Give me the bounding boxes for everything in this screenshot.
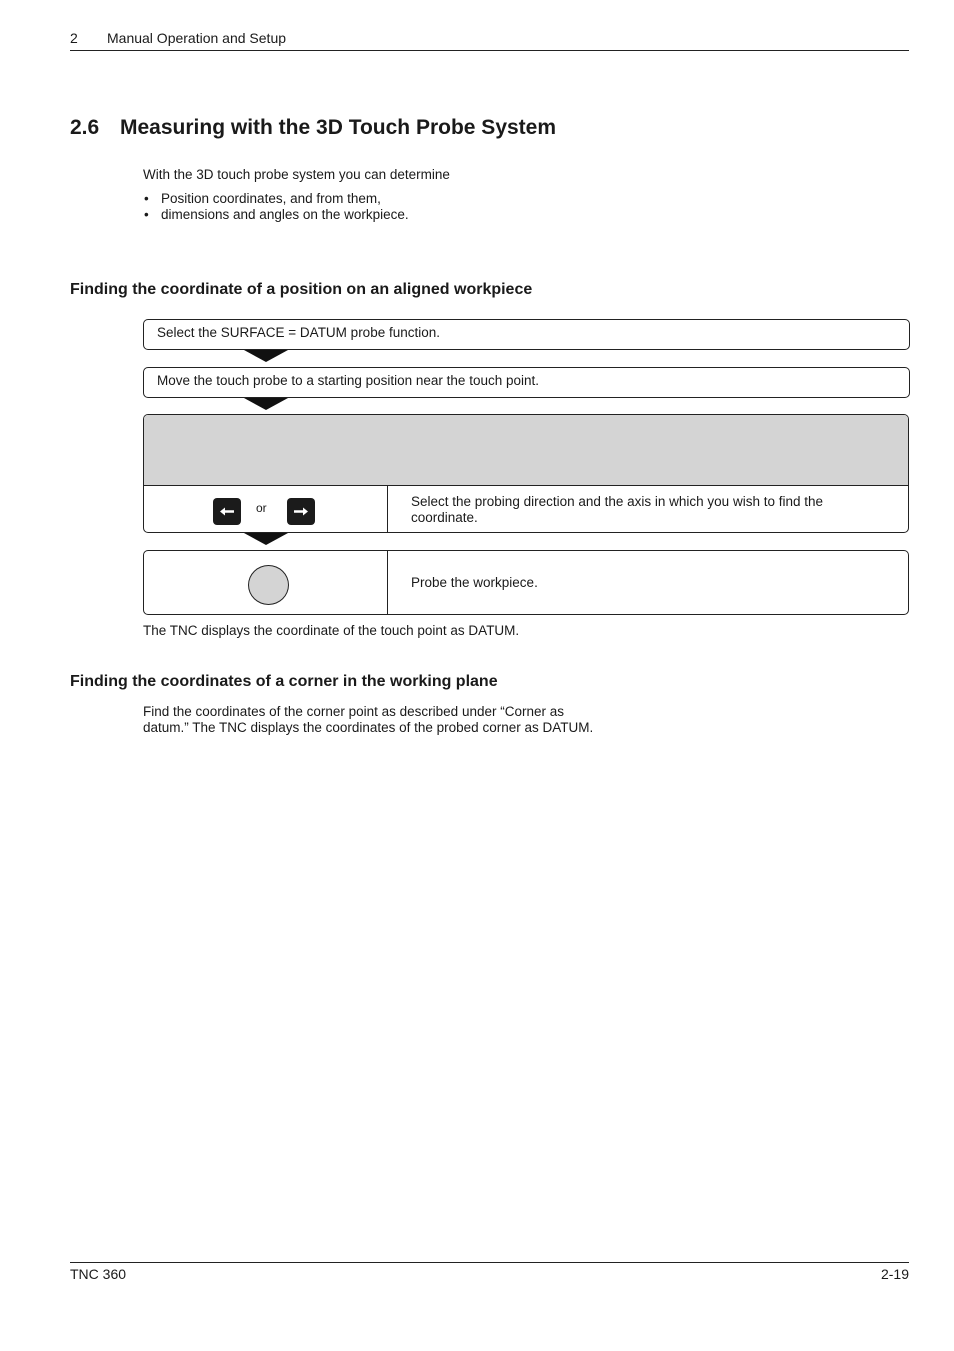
chapter-number: 2 bbox=[70, 30, 78, 46]
page-footer bbox=[70, 1262, 909, 1286]
step-text: Move the touch probe to a starting position near the touch point. bbox=[157, 373, 539, 388]
flow-arrow-icon bbox=[244, 398, 288, 410]
footer-page-number: 2-19 bbox=[880, 1266, 909, 1282]
list-item: • dimensions and angles on the workpiece. bbox=[143, 207, 409, 223]
result-text: The TNC displays the coordinate of the touch point as DATUM. bbox=[143, 623, 520, 638]
section-number: 2.6 bbox=[70, 116, 100, 139]
screen-display-panel bbox=[144, 415, 908, 486]
step-description: Probe the workpiece. bbox=[411, 575, 538, 590]
arrow-right-key-icon[interactable] bbox=[287, 498, 315, 525]
flow-arrow-icon bbox=[244, 533, 288, 545]
arrow-left-key-icon[interactable] bbox=[213, 498, 241, 525]
capability-list bbox=[143, 191, 409, 223]
step-probe-workpiece bbox=[143, 550, 909, 615]
nc-start-key-icon[interactable] bbox=[248, 565, 289, 605]
list-item: • Position coordinates, and from them, bbox=[143, 191, 409, 207]
corner-text: Find the coordinates of the corner point as described under “Corner as datum.” The TNC displays the coordinates of the probed corner as DATUM. bbox=[143, 704, 594, 735]
step-select-direction bbox=[143, 414, 909, 533]
intro-text: With the 3D touch probe system you can determine bbox=[143, 167, 450, 182]
column-divider bbox=[387, 551, 388, 614]
subsection-title-aligned-workpiece: Finding the coordinate of a position on an aligned workpiece bbox=[70, 281, 533, 298]
footer-model: TNC 360 bbox=[70, 1266, 127, 1282]
step-select-function bbox=[143, 319, 910, 350]
step-text: Select the SURFACE = DATUM probe function. bbox=[157, 325, 440, 340]
or-label: or bbox=[256, 501, 267, 515]
flow-arrow-icon bbox=[244, 350, 288, 362]
section-title bbox=[70, 116, 556, 140]
step-description: Select the probing direction and the axis in which you wish to find the coordinate. bbox=[411, 494, 823, 525]
page-header bbox=[70, 29, 909, 51]
column-divider bbox=[387, 486, 388, 532]
step-move-probe bbox=[143, 367, 910, 398]
subsection-title-corner: Finding the coordinates of a corner in the working plane bbox=[70, 673, 498, 690]
section-title-text: Measuring with the 3D Touch Probe System bbox=[120, 116, 557, 139]
chapter-title: Manual Operation and Setup bbox=[107, 30, 287, 46]
